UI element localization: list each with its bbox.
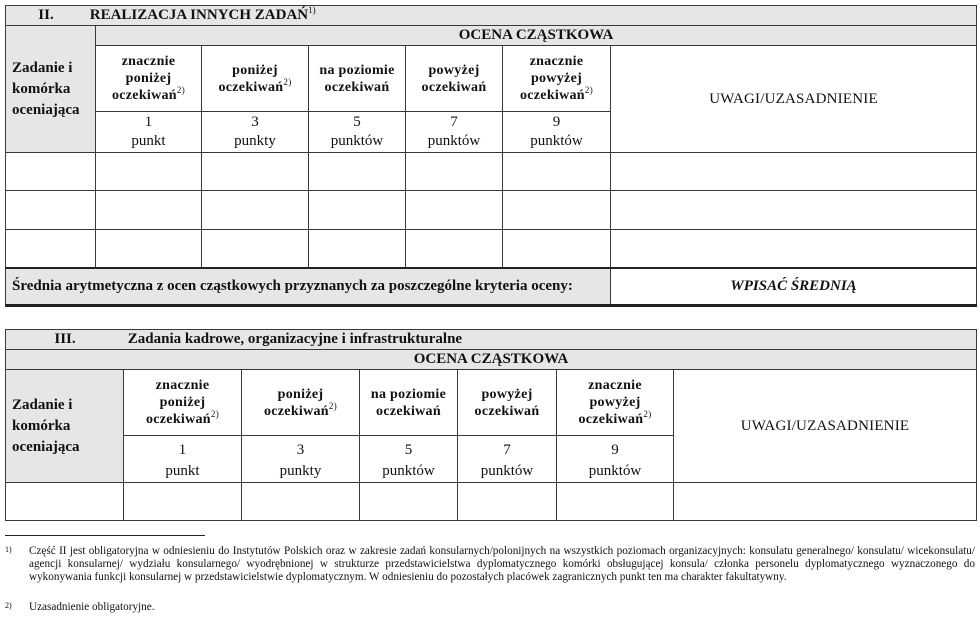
cell-remarks[interactable] — [611, 153, 977, 191]
ocena-czastkowa-header: OCENA CZĄSTKOWA — [6, 350, 977, 370]
footnote-mark: 1) — [5, 545, 12, 554]
cell-score-5[interactable] — [360, 483, 458, 521]
cell-score-5[interactable] — [309, 153, 406, 191]
points-9: 9 punktów — [503, 112, 611, 153]
cell-score-3[interactable] — [202, 153, 309, 191]
footnote-ref: 1) — [308, 5, 316, 15]
points-5: 5 punktów — [360, 436, 458, 483]
section-3-number: III. — [54, 331, 76, 347]
cell-task[interactable] — [6, 230, 96, 268]
cell-remarks[interactable] — [611, 191, 977, 230]
footnote-separator — [5, 535, 205, 536]
cell-score-7[interactable] — [458, 483, 557, 521]
cell-score-7[interactable] — [406, 191, 503, 230]
cell-task[interactable] — [6, 483, 124, 521]
section-3-title-row — [6, 330, 977, 350]
col-header-1: znacznie poniżej oczekiwań$^{2)}$ — [96, 46, 202, 112]
table-row — [6, 230, 977, 268]
points-3: 3 punkty — [242, 436, 360, 483]
cell-score-1[interactable] — [96, 153, 202, 191]
col-header-2: poniżej oczekiwań$^{2)}$ — [202, 46, 309, 112]
section-3-table — [5, 329, 977, 521]
footnote-text: Część II jest obligatoryjna w odniesieniu do Instytutów Polskich oraz w zakresie zadań konsularnych/polonijnych na wszystkich poziomach organizacyjnych: konsulatu generalnego/ konsulatu/ wicekonsulatu/ agencji konsularnej/ wydziału konsularnego/ wyodrębnionej w strukturze przedstawicielstwa dyplomatycznego komórki obsługującej konsula/ członka personelu dyplomatycznego wyznaczonego do wykonywania funkcji konsularnej w przedstawicielstwie dyplomatycznym. W odniesieniu do pozostałych placówek zagranicznych punkt ten ma charakter fakultatywny. — [29, 545, 975, 583]
table-row — [6, 153, 977, 191]
col-header-1: znacznie poniżej oczekiwań$^{2)}$ — [124, 370, 242, 436]
points-7: 7 punktów — [406, 112, 503, 153]
cell-score-1[interactable] — [124, 483, 242, 521]
col-header-5: znacznie powyżej oczekiwań$^{2)}$ — [557, 370, 674, 436]
remarks-header: UWAGI/UZASADNIENIE — [611, 46, 977, 153]
table-row — [6, 483, 977, 521]
cell-score-3[interactable] — [242, 483, 360, 521]
footnote-mark: 2) — [5, 601, 12, 610]
cell-task[interactable] — [6, 153, 96, 191]
table-row — [6, 191, 977, 230]
cell-score-9[interactable] — [503, 230, 611, 268]
col-header-3: na poziomie oczekiwań — [360, 370, 458, 436]
cell-score-9[interactable] — [503, 191, 611, 230]
cell-score-5[interactable] — [309, 191, 406, 230]
points-1: 1 punkt — [124, 436, 242, 483]
footnote-2 — [5, 601, 975, 614]
cell-task[interactable] — [6, 191, 96, 230]
points-1: 1 punkt — [96, 112, 202, 153]
cell-remarks[interactable] — [611, 230, 977, 268]
cell-score-7[interactable] — [406, 230, 503, 268]
col-header-2: poniżej oczekiwań$^{2)}$ — [242, 370, 360, 436]
footnote-text: Uzasadnienie obligatoryjne. — [29, 601, 155, 613]
col-header-4: powyżej oczekiwań — [458, 370, 557, 436]
col-header-5: znacznie powyżej oczekiwań$^{2)}$ — [503, 46, 611, 112]
points-9: 9 punktów — [557, 436, 674, 483]
footnote-1 — [5, 545, 975, 584]
average-value-field[interactable]: WPISAĆ ŚREDNIĄ — [611, 268, 977, 306]
col-header-3: na poziomie oczekiwań — [309, 46, 406, 112]
points-3: 3 punkty — [202, 112, 309, 153]
section-2-table — [5, 5, 977, 307]
cell-score-9[interactable] — [503, 153, 611, 191]
cell-score-7[interactable] — [406, 153, 503, 191]
cell-score-3[interactable] — [202, 191, 309, 230]
col-header-4: powyżej oczekiwań — [406, 46, 503, 112]
cell-remarks[interactable] — [674, 483, 977, 521]
section-2-title-row — [6, 6, 977, 26]
ocena-czastkowa-header: OCENA CZĄSTKOWA — [96, 26, 977, 46]
section-2-number: II. — [38, 7, 54, 23]
row-header-task: Zadanie i komórka oceniająca — [6, 26, 96, 153]
points-7: 7 punktów — [458, 436, 557, 483]
cell-score-5[interactable] — [309, 230, 406, 268]
cell-score-1[interactable] — [96, 230, 202, 268]
average-row — [6, 268, 977, 306]
section-2-title: REALIZACJA INNYCH ZADAŃ — [89, 7, 309, 23]
cell-score-1[interactable] — [96, 191, 202, 230]
row-header-task: Zadanie i komórka oceniająca — [6, 370, 124, 483]
cell-score-3[interactable] — [202, 230, 309, 268]
points-5: 5 punktów — [309, 112, 406, 153]
section-3-title: Zadania kadrowe, organizacyjne i infrastrukturalne — [127, 331, 463, 347]
remarks-header: UWAGI/UZASADNIENIE — [674, 370, 977, 483]
average-label: Średnia arytmetyczna z ocen cząstkowych przyznanych za poszczególne kryteria oceny: — [6, 268, 611, 306]
cell-score-9[interactable] — [557, 483, 674, 521]
